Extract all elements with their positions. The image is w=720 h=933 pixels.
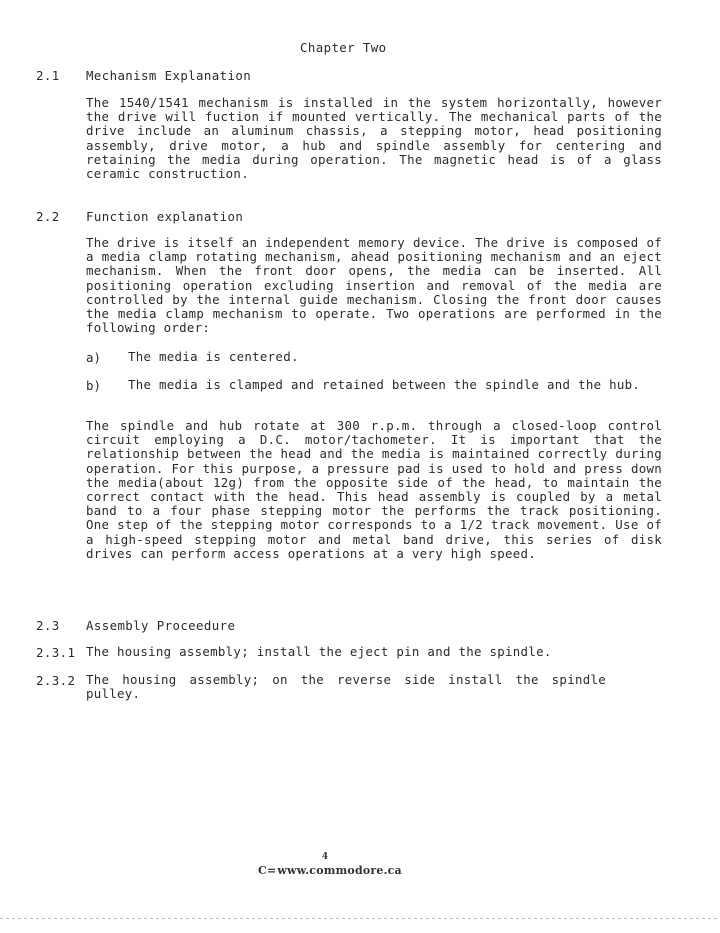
- list-text-b: The media is clamped and retained between the spindle and the hub.: [128, 377, 641, 392]
- footer-site-link: [258, 864, 402, 877]
- item-text-2-3-2: The housing assembly; on the reverse side install the spindle pulley.: [86, 672, 606, 702]
- section-title-2-3: Assembly Proceedure: [86, 618, 236, 633]
- section-title-2-1: Mechanism Explanation: [86, 68, 252, 83]
- scan-edge-divider: [0, 918, 720, 919]
- list-label-b: b): [86, 378, 101, 393]
- page-number: 4: [321, 852, 329, 862]
- section-2-2-paragraph-1: The drive is itself an independent memory device. The drive is composed of a media clamp rotating mechanism, ahead positioning mechanism and an eject mechanism. When the front door opens, the media can be inserted. All positioning operation excluding insertion and removal of the media are controlled by the internal guide mechanism. Closing the front door causes the media clamp mechanism to operate. Two operations are performed in the following order:: [86, 235, 662, 336]
- commodore-logo-icon: C=: [258, 864, 277, 877]
- list-text-a: The media is centered.: [128, 349, 299, 364]
- section-number-2-2: 2.2: [36, 209, 60, 224]
- section-number-2-1: 2.1: [36, 68, 60, 83]
- footer-site-text: www.commodore.ca: [277, 864, 402, 877]
- section-2-1-paragraph: The 1540/1541 mechanism is installed in the system horizontally, however the drive will fuction if mounted vertically. The mechanical parts of the drive include an aluminum chassis, a stepping motor, head positioning assembly, drive motor, a hub and spindle assembly for centering and retaining the media during operation. The magnetic head is of a glass ceramic construction.: [86, 95, 662, 182]
- chapter-title: Chapter Two: [300, 40, 387, 55]
- section-title-2-2: Function explanation: [86, 209, 244, 224]
- item-number-2-3-2: 2.3.2: [36, 673, 76, 688]
- item-number-2-3-1: 2.3.1: [36, 645, 76, 660]
- list-label-a: a): [86, 350, 101, 365]
- item-text-2-3-1: The housing assembly; install the eject pin and the spindle.: [86, 644, 552, 659]
- section-2-2-paragraph-2: The spindle and hub rotate at 300 r.p.m. through a closed-loop control circuit employing a D.C. motor/tachometer. It is important that the relationship between the head and the media is maintained correctly during operation. For this purpose, a pressure pad is used to hold and press down the media(about 12g) from the opposite side of the head, to maintain the correct contact with the head. This head assembly is coupled by a metal band to a four phase stepping motor the performs the track positioning. One step of the stepping motor corresponds to a 1/2 track movement. Use of a high-speed stepping motor and metal band drive, this series of disk drives can perform access operations at a very high speed.: [86, 418, 662, 561]
- section-number-2-3: 2.3: [36, 618, 60, 633]
